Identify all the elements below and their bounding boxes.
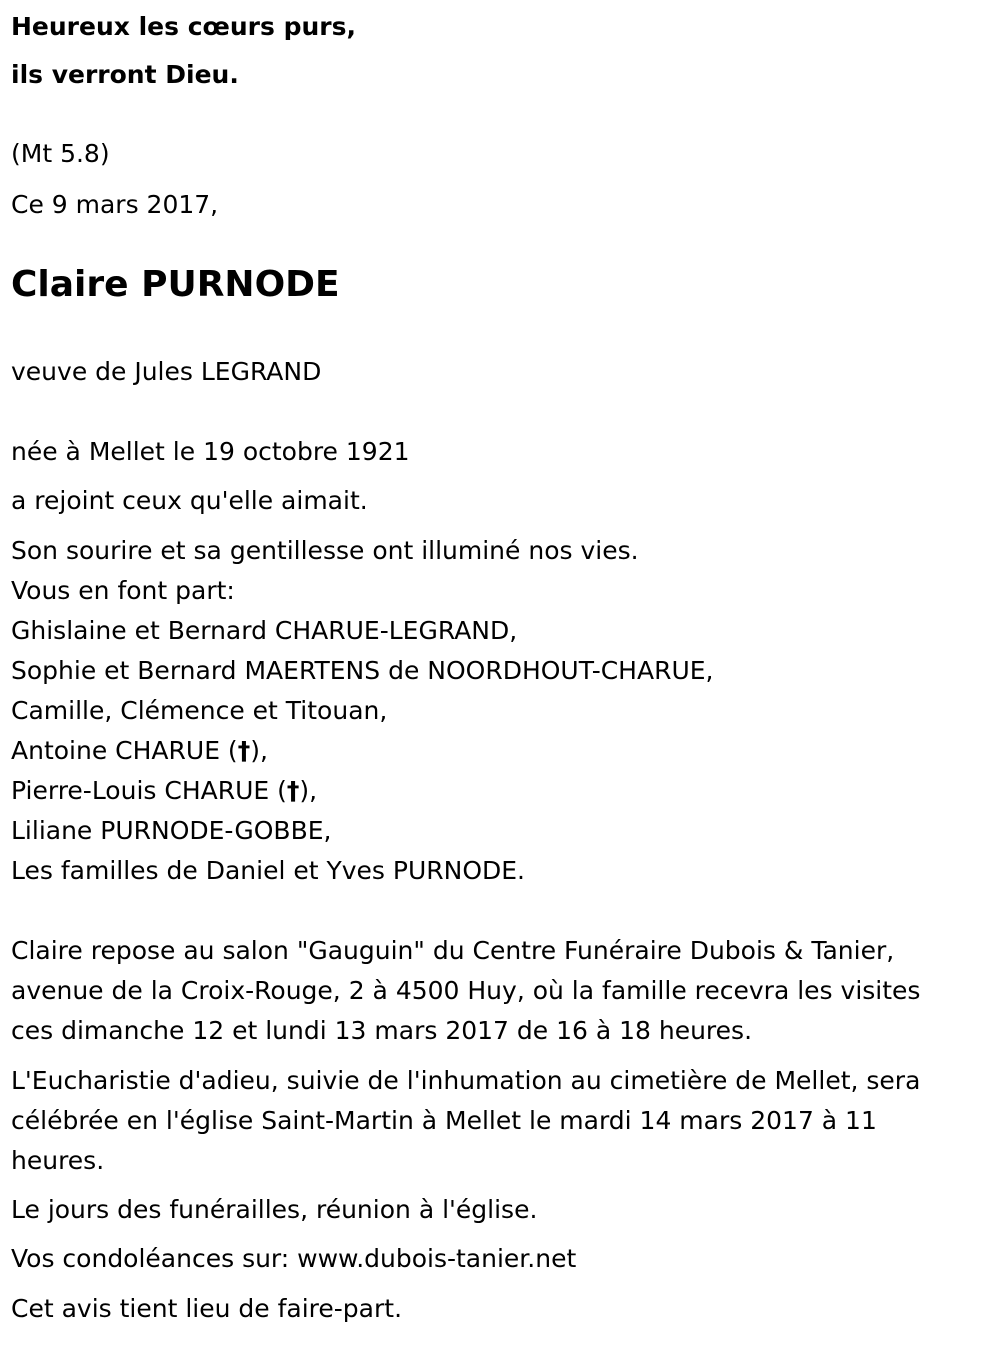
family-member-name: Pierre-Louis CHARUE ( bbox=[11, 776, 287, 805]
family-member: Camille, Clémence et Titouan, bbox=[11, 696, 388, 725]
birth-info: née à Mellet le 19 octobre 1921 bbox=[11, 437, 410, 466]
ceremony-line-2: célébrée en l'église Saint-Martin à Mellet le mardi 14 mars 2017 à 11 bbox=[11, 1106, 877, 1135]
family-member: Les familles de Daniel et Yves PURNODE. bbox=[11, 856, 526, 885]
cross-close: ), bbox=[299, 776, 318, 805]
family-member-name: Antoine CHARUE ( bbox=[11, 736, 238, 765]
ceremony-line-1: L'Eucharistie d'adieu, suivie de l'inhumation au cimetière de Mellet, sera bbox=[11, 1066, 921, 1095]
funeral-meeting: Le jours des funérailles, réunion à l'église. bbox=[11, 1195, 538, 1224]
cross-icon: † bbox=[237, 736, 251, 765]
announcement-intro: Vous en font part: bbox=[11, 576, 235, 605]
date-line: Ce 9 mars 2017, bbox=[11, 190, 219, 219]
rejoined-line: a rejoint ceux qu'elle aimait. bbox=[11, 486, 368, 515]
cross-close: ), bbox=[250, 736, 268, 765]
ceremony-line-3: heures. bbox=[11, 1146, 105, 1175]
family-member: Ghislaine et Bernard CHARUE-LEGRAND, bbox=[11, 616, 518, 645]
visitation-line-1: Claire repose au salon "Gauguin" du Centre Funéraire Dubois & Tanier, bbox=[11, 936, 895, 965]
tribute-line: Son sourire et sa gentillesse ont illuminé nos vies. bbox=[11, 536, 639, 565]
epigraph-line-2: ils verront Dieu. bbox=[11, 60, 239, 89]
epigraph-line-1: Heureux les cœurs purs, bbox=[11, 12, 356, 41]
closing-line: Cet avis tient lieu de faire-part. bbox=[11, 1294, 403, 1323]
condolences-line: Vos condoléances sur: www.dubois-tanier.net bbox=[11, 1244, 577, 1273]
deceased-name: Claire PURNODE bbox=[11, 264, 340, 305]
cross-icon: † bbox=[286, 776, 300, 805]
family-member-deceased bbox=[11, 771, 317, 811]
visitation-line-2: avenue de la Croix-Rouge, 2 à 4500 Huy, où la famille recevra les visites bbox=[11, 976, 921, 1005]
family-member-deceased bbox=[11, 731, 268, 771]
widow-of: veuve de Jules LEGRAND bbox=[11, 357, 322, 386]
visitation-line-3: ces dimanche 12 et lundi 13 mars 2017 de 16 à 18 heures. bbox=[11, 1016, 753, 1045]
family-member: Liliane PURNODE-GOBBE, bbox=[11, 816, 332, 845]
family-member: Sophie et Bernard MAERTENS de NOORDHOUT-CHARUE, bbox=[11, 656, 714, 685]
epigraph-reference: (Mt 5.8) bbox=[11, 139, 110, 168]
